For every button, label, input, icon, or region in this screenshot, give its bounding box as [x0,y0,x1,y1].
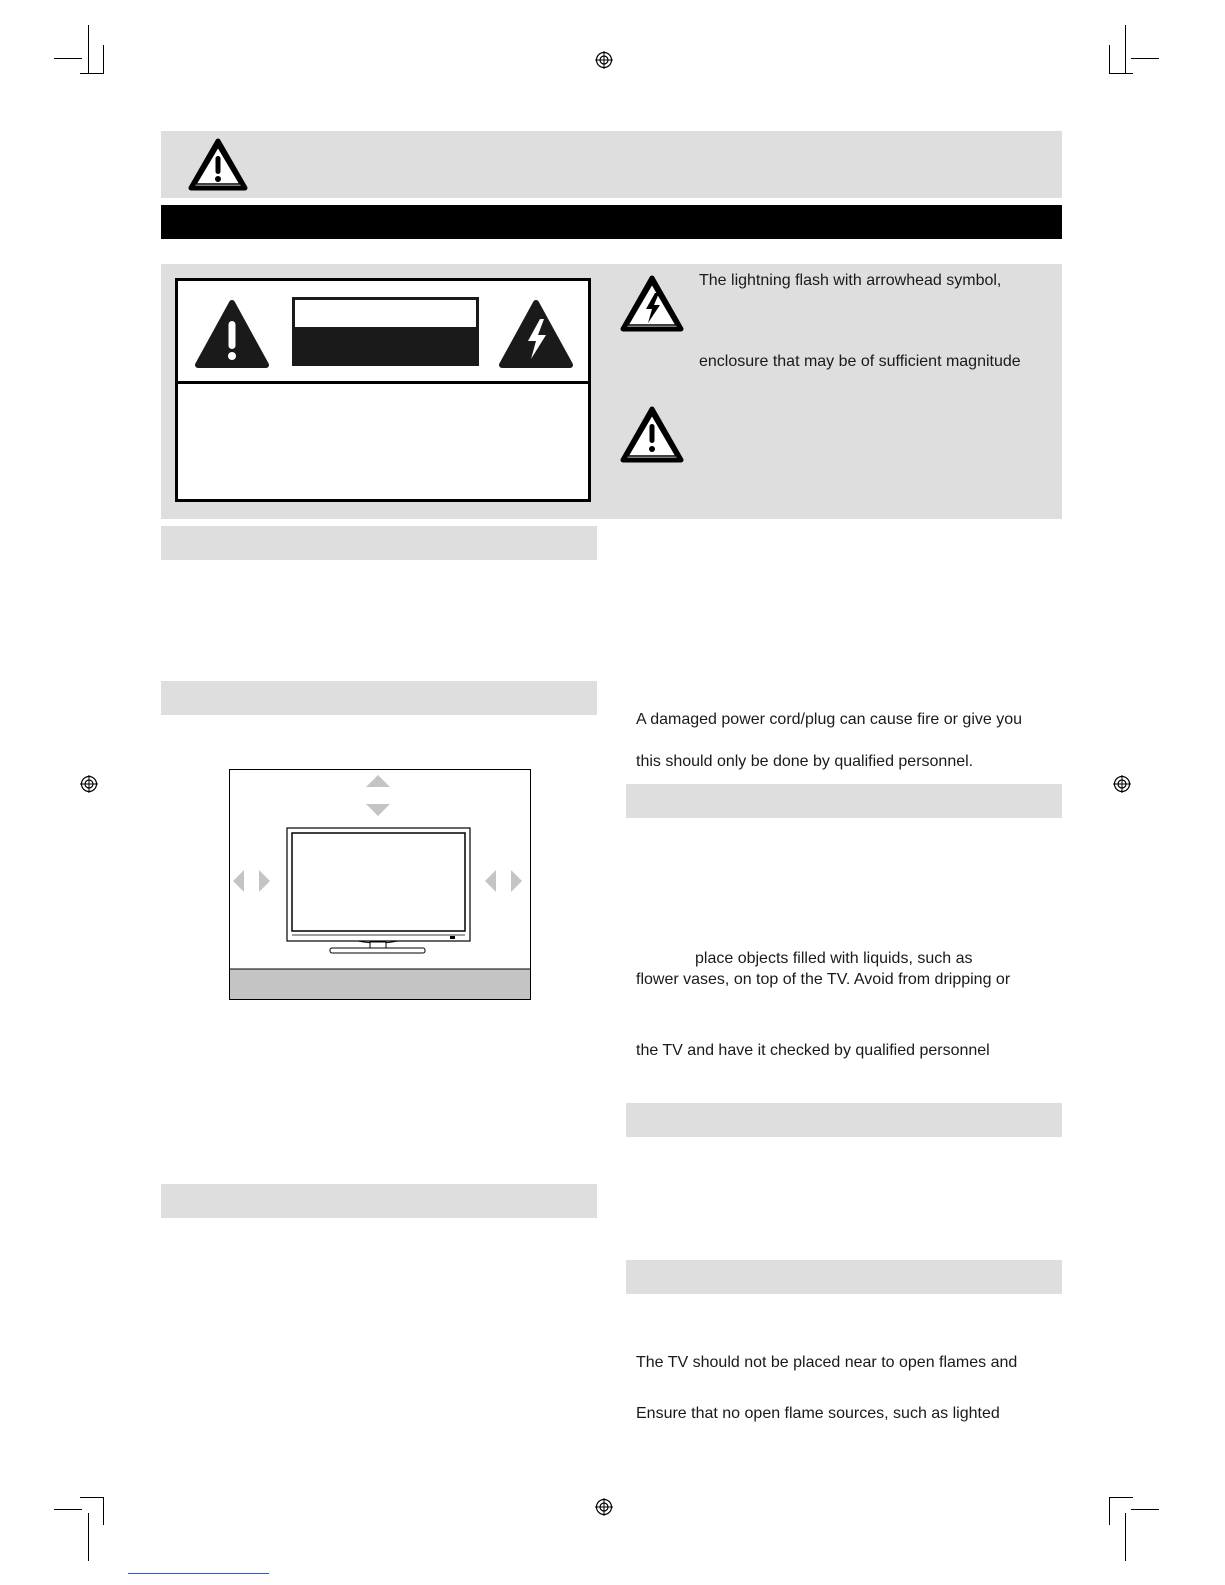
registration-target-icon [595,1498,613,1516]
section-bar-right-2 [626,1103,1062,1137]
ventilation-diagram-drawing [230,770,530,999]
liquids-line4: the TV and have it checked by qualified personnel [636,1042,990,1059]
registration-target-icon [595,51,613,69]
floor-band [230,969,530,999]
lightning-triangle-icon [498,299,574,369]
lightning-text-line1: The lightning flash with arrowhead symbol, [699,272,1002,289]
header-band [161,131,1062,198]
registration-target-icon [80,775,98,793]
arrow-up-icon [366,775,390,787]
arrow-right-icon [511,870,522,892]
tv-screen [292,833,465,931]
flames-line2: Ensure that no open flame sources, such as lighted [636,1405,1000,1422]
power-cord-line3: this should only be done by qualified personnel. [636,753,974,770]
arrow-left-icon [485,870,496,892]
arrow-left-icon [233,870,244,892]
caution-title-block [292,297,479,366]
flames-line1: The TV should not be placed near to open flames and [636,1354,1018,1371]
section-bar-left-3 [161,1184,597,1218]
power-cord-line1: A damaged power cord/plug can cause fire or give you [636,711,1023,728]
arrow-down-icon [366,804,390,816]
liquids-line1: place objects filled with liquids, such as [695,950,973,967]
tv-stand [330,948,425,953]
section-bar-right-1 [626,784,1062,818]
exclamation-triangle-outline-icon [618,404,686,466]
lightning-text-line3: enclosure that may be of sufficient magnitude [699,353,1021,370]
lightning-triangle-outline-icon [618,273,686,335]
section-bar-right-3 [626,1260,1062,1294]
section-bar-left-2 [161,681,597,715]
caution-title-inner [295,300,476,329]
liquids-line2: flower vases, on top of the TV. Avoid from dripping or [636,971,1011,988]
footer-underline [128,1573,269,1574]
caution-label-box [175,278,591,502]
warning-triangle-icon [187,137,249,193]
exclamation-triangle-icon [194,299,270,369]
ventilation-diagram [229,769,531,1000]
section-title-bar [161,205,1062,239]
warning-panel [161,264,1062,519]
section-bar-left-1 [161,526,597,560]
registration-target-icon [1113,775,1131,793]
caution-divider [178,381,588,384]
arrow-right-icon [259,870,270,892]
